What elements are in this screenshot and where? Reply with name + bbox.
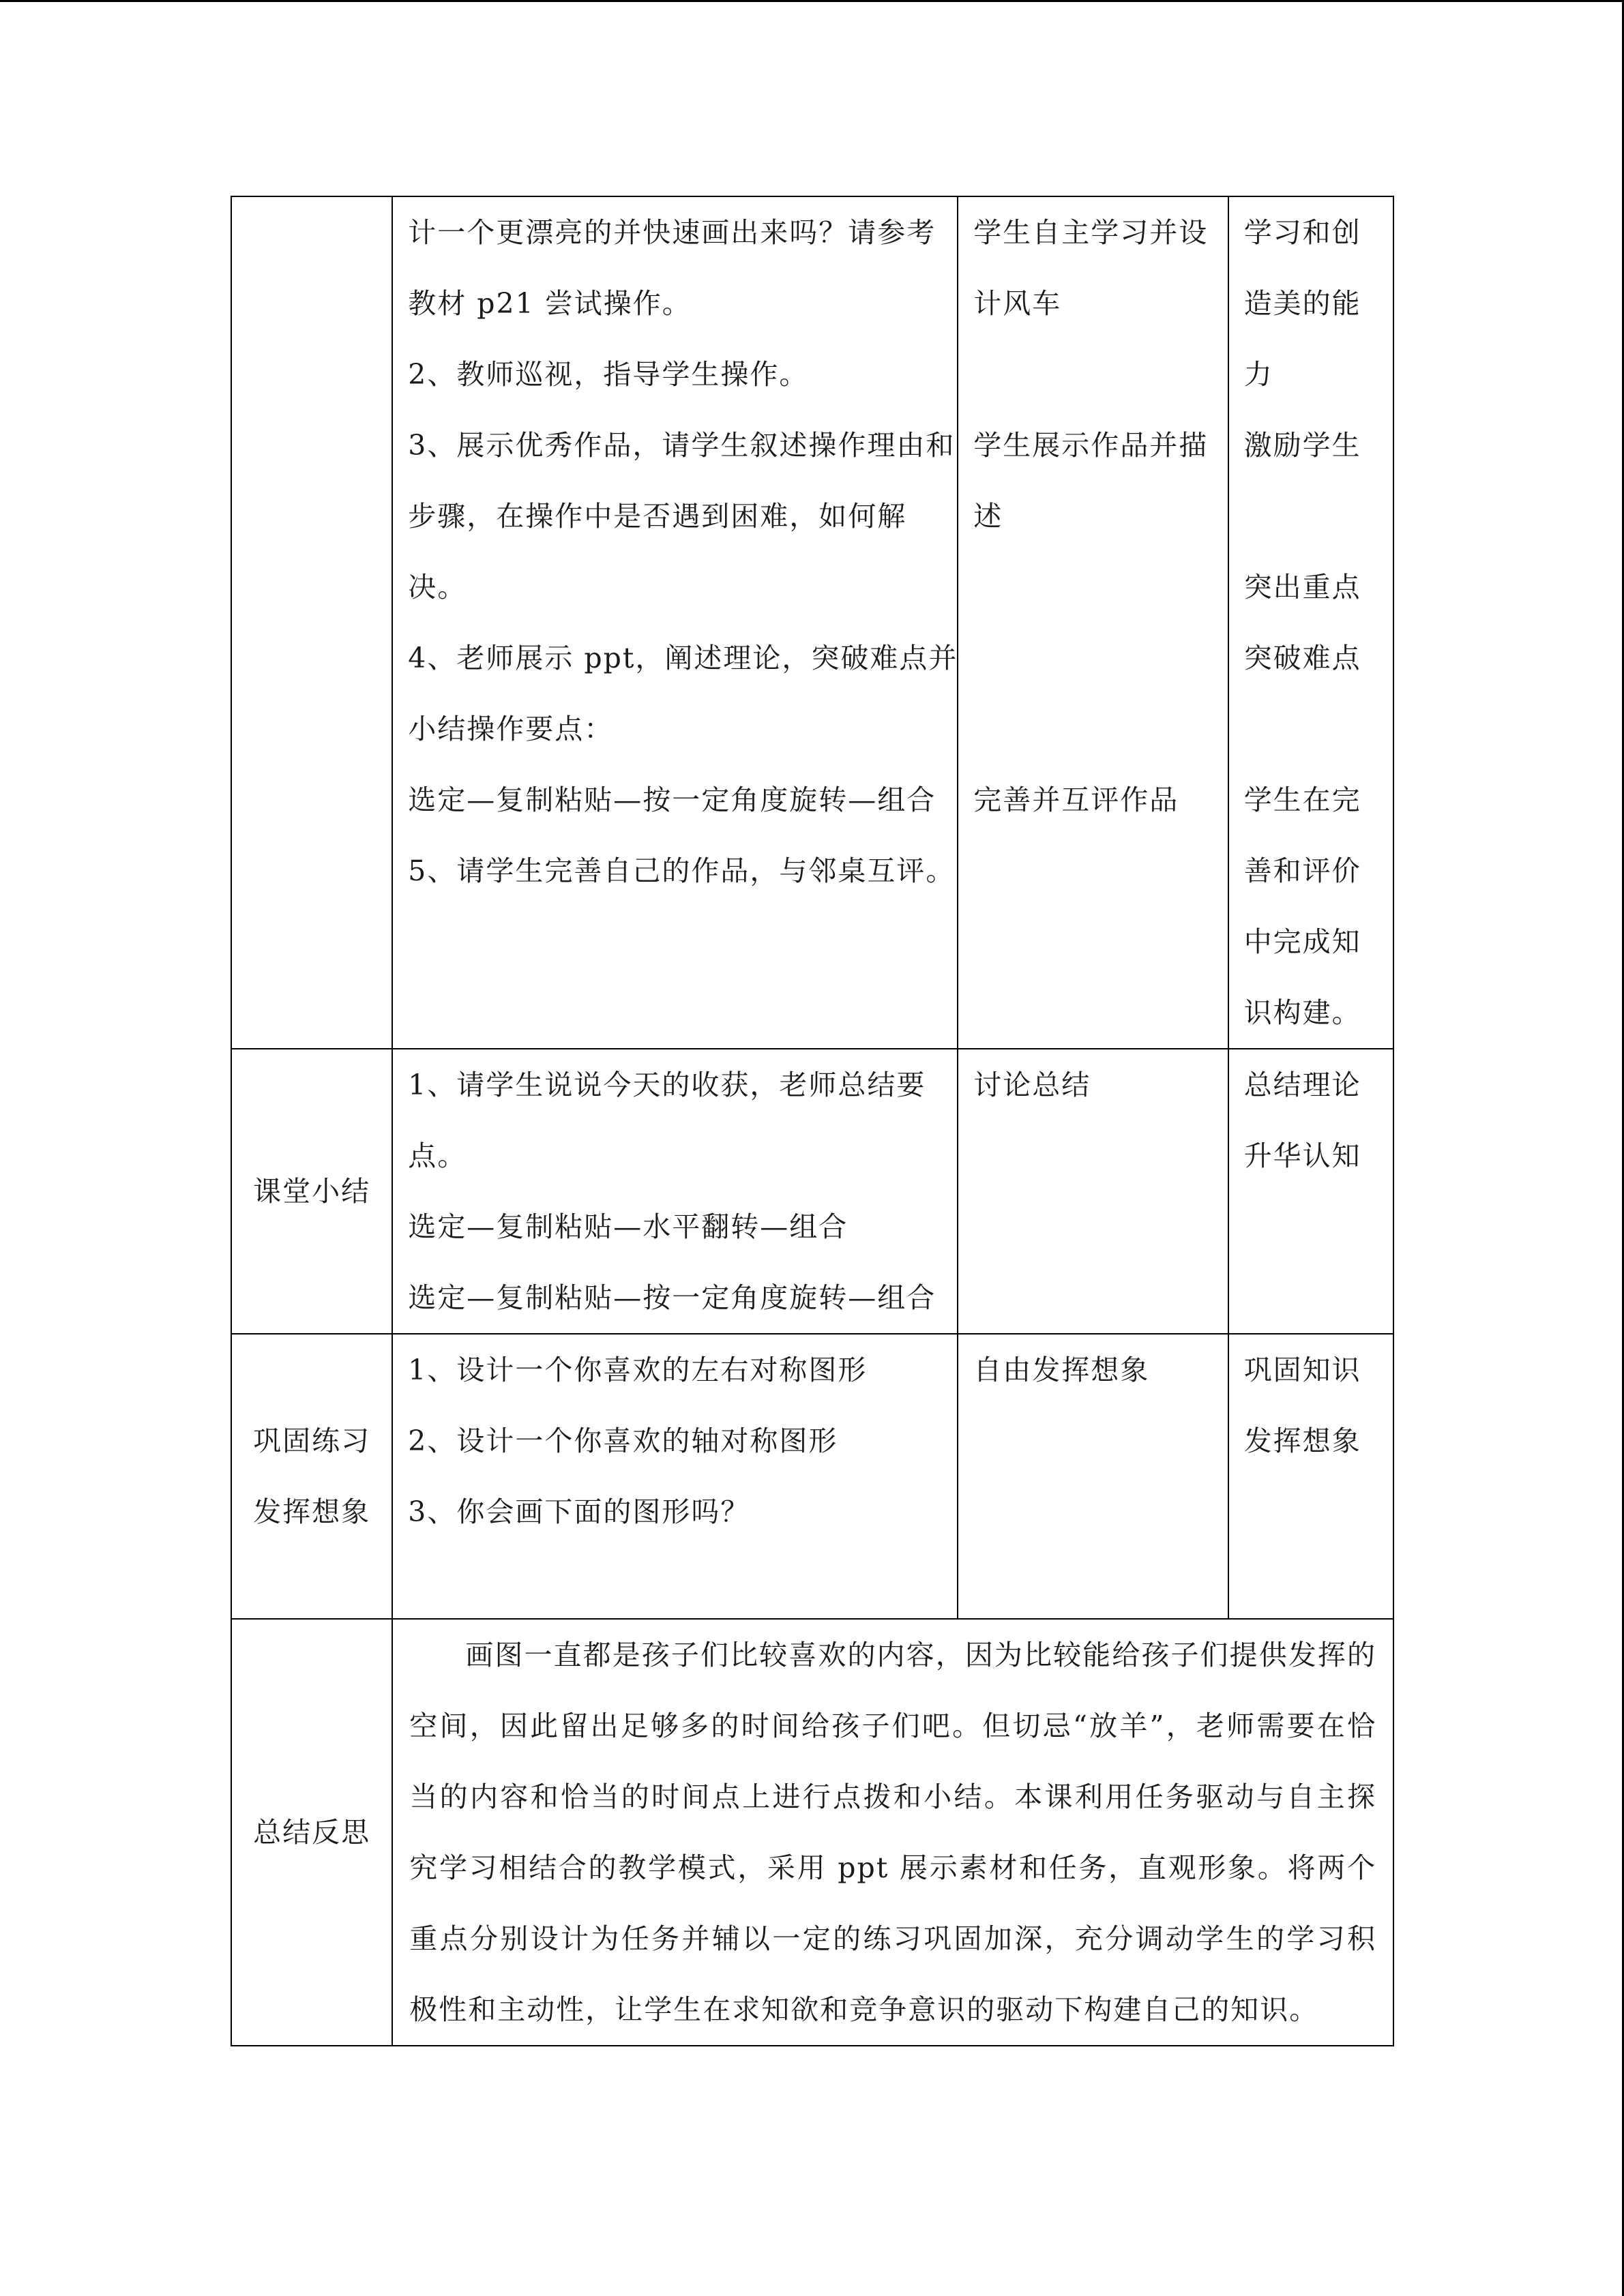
purpose-line: 升华认知 <box>1243 1139 1361 1172</box>
purpose-line: 激励学生 <box>1243 429 1361 462</box>
student-activity-cell <box>958 1049 1228 1334</box>
teacher-line: 小结操作要点： <box>408 713 614 745</box>
table-row-summary <box>231 1049 1393 1334</box>
purpose-line: 善和评价 <box>1243 854 1361 887</box>
purpose-line: 识构建。 <box>1243 996 1361 1029</box>
purpose-line: 学习和创 <box>1243 216 1361 249</box>
reflection-cell <box>392 1619 1393 2046</box>
student-line: 讨论总结 <box>973 1069 1091 1101</box>
student-line: 学生自主学习并设 <box>973 216 1209 249</box>
teacher-line: 3、展示优秀作品，请学生叙述操作理由和 <box>408 429 956 462</box>
student-line: 自由发挥想象 <box>973 1354 1150 1386</box>
row-label-reflection: 总结反思 <box>231 1619 392 2046</box>
teacher-line: 选定—复制粘贴—按一定角度旋转—组合 <box>408 1281 936 1314</box>
lesson-plan-table <box>231 196 1394 2046</box>
student-activity-cell <box>958 196 1228 1049</box>
purpose-line: 巩固知识 <box>1243 1354 1361 1386</box>
student-line: 计风车 <box>973 287 1062 320</box>
teacher-line: 4、老师展示 ppt，阐述理论，突破难点并 <box>408 642 958 674</box>
purpose-line: 总结理论 <box>1243 1069 1361 1101</box>
teacher-line: 步骤，在操作中是否遇到困难，如何解 <box>408 500 907 533</box>
purpose-line: 中完成知 <box>1243 925 1361 958</box>
teacher-line: 计一个更漂亮的并快速画出来吗？请参考 <box>408 216 936 249</box>
teacher-line: 决。 <box>408 571 467 603</box>
reflection-text: 画图一直都是孩子们比较喜欢的内容，因为比较能给孩子们提供发挥的空间，因此留出足够多的时间给孩子们吧。但切忌“放羊”，老师需要在恰当的内容和恰当的时间点上进行点拨和小结。本课利用任务驱动与自主探究学习相结合的教学模式，采用 ppt 展示素材和任务，直观形象。将两个重点分别设计为任务并辅以一定的练习巩固加深，充分调动学生的学习积极性和主动性，让学生在求知欲和竞争意识的驱动下构建自己的知识。 <box>409 1639 1376 2026</box>
student-line: 完善并互评作品 <box>973 784 1179 816</box>
purpose-line: 造美的能 <box>1243 287 1361 320</box>
teacher-activity-cell <box>392 1049 958 1334</box>
purpose-cell <box>1228 1049 1393 1334</box>
student-line: 述 <box>973 500 1003 533</box>
teacher-line: 1、设计一个你喜欢的左右对称图形 <box>408 1354 868 1386</box>
table-row-reflection <box>231 1619 1393 2046</box>
teacher-line: 选定—复制粘贴—水平翻转—组合 <box>408 1210 848 1243</box>
teacher-activity-cell <box>392 196 958 1049</box>
teacher-line: 点。 <box>408 1139 467 1172</box>
purpose-cell <box>1228 196 1393 1049</box>
purpose-line: 学生在完 <box>1243 784 1361 816</box>
student-activity-cell <box>958 1334 1228 1619</box>
student-line: 学生展示作品并描 <box>973 429 1209 462</box>
teacher-line: 3、你会画下面的图形吗？ <box>408 1495 750 1528</box>
teacher-line: 教材 p21 尝试操作。 <box>408 287 692 320</box>
teacher-line: 5、请学生完善自己的作品，与邻桌互评。 <box>408 854 956 887</box>
table-row-practice-imagination <box>231 1334 1393 1619</box>
table-row-practice <box>231 196 1393 1049</box>
row-label-summary: 课堂小结 <box>231 1049 392 1334</box>
purpose-line: 力 <box>1243 358 1273 391</box>
teacher-line: 2、设计一个你喜欢的轴对称图形 <box>408 1425 838 1457</box>
purpose-line: 突出重点 <box>1243 571 1361 603</box>
teacher-activity-cell <box>392 1334 958 1619</box>
purpose-cell <box>1228 1334 1393 1619</box>
purpose-line: 突破难点 <box>1243 642 1361 674</box>
teacher-line: 2、教师巡视，指导学生操作。 <box>408 358 809 391</box>
teacher-line: 选定—复制粘贴—按一定角度旋转—组合 <box>408 784 936 816</box>
page-top-border <box>0 0 1624 2</box>
row-label-empty <box>231 196 392 1049</box>
purpose-line: 发挥想象 <box>1243 1425 1361 1457</box>
teacher-line: 1、请学生说说今天的收获，老师总结要 <box>408 1069 926 1101</box>
row-label-practice: 巩固练习 发挥想象 <box>231 1334 392 1619</box>
